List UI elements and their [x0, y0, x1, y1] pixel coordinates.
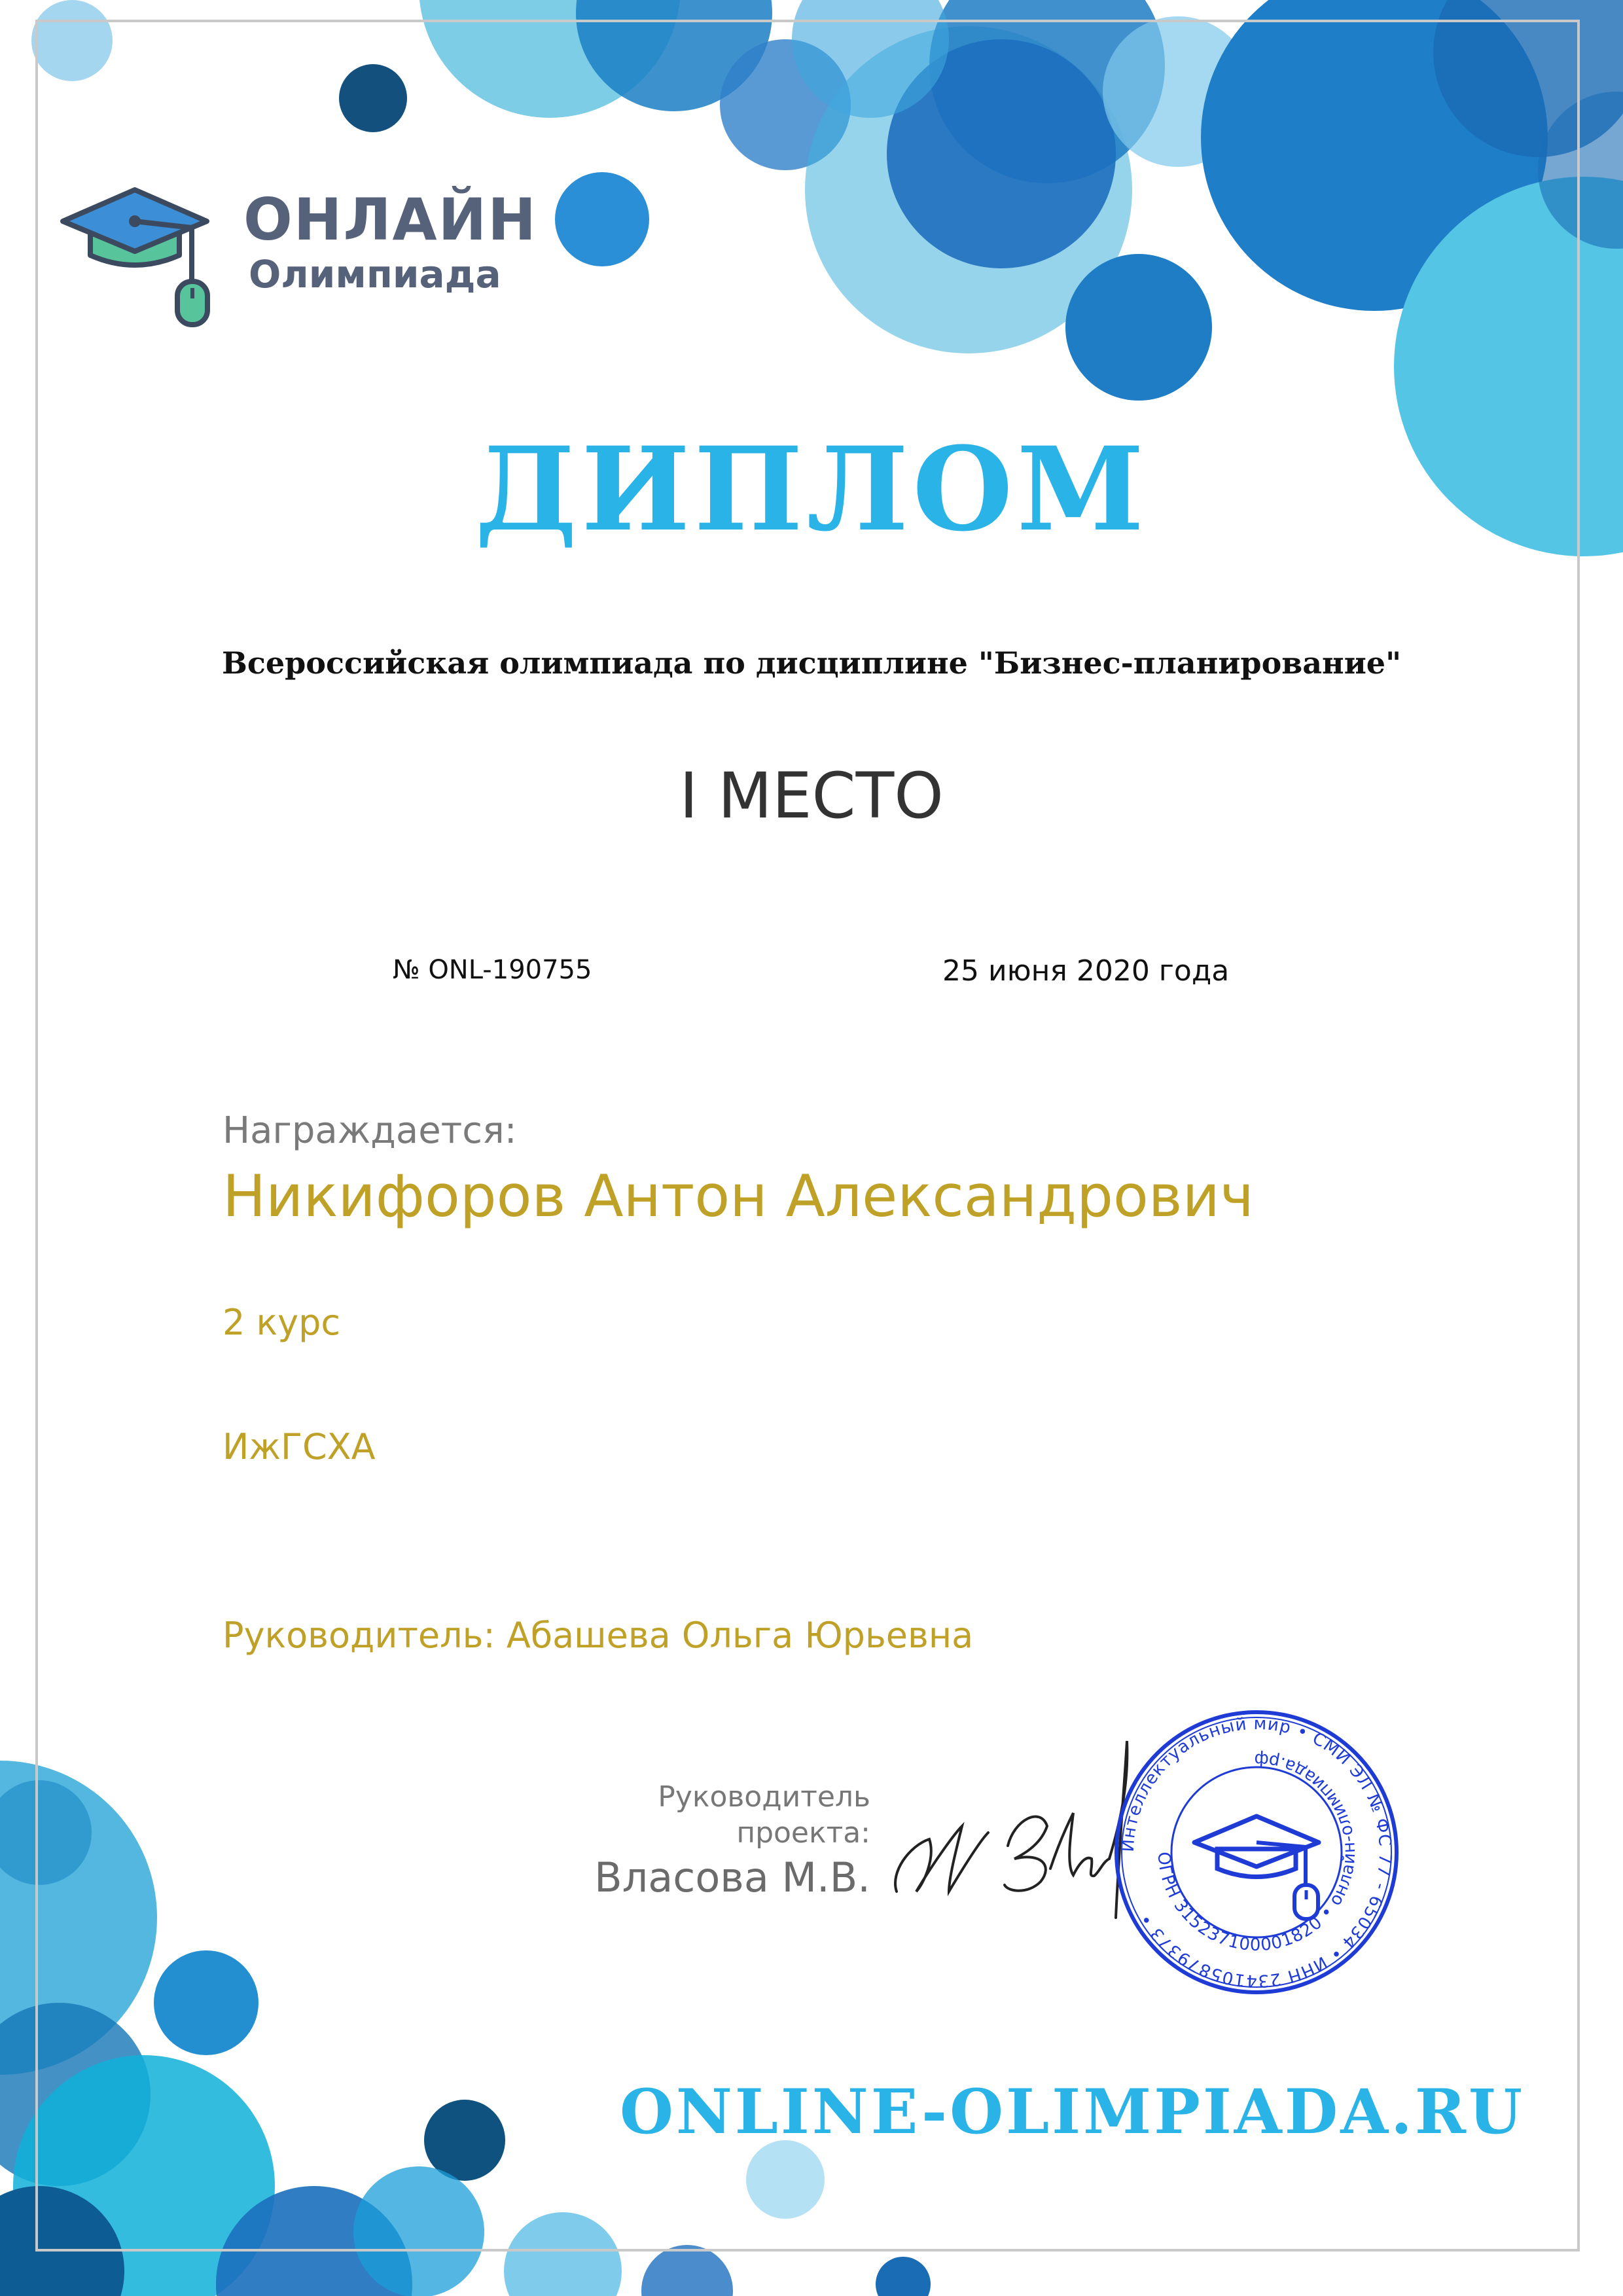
website-url: ONLINE-OLIMPIADA.RU: [619, 2076, 1525, 2148]
project-manager-name: Власова М.В.: [594, 1854, 870, 1901]
seal-graduation-cap-icon: [1194, 1816, 1319, 1919]
recipient-institution: ИжГСХА: [223, 1426, 376, 1467]
project-manager-role: Руководитель проекта:: [658, 1780, 870, 1850]
diploma-heading: ДИПЛОМ: [474, 422, 1149, 557]
recipient-name: Никифоров Антон Александрович: [223, 1162, 1254, 1230]
seal-ring-text-inner: ОГРН 315237100001820 • онлайн-олимпиада.рф: [1153, 1749, 1360, 1956]
diploma-date: 25 июня 2020 года: [942, 954, 1230, 988]
recipient-course: 2 курс: [223, 1302, 341, 1343]
olympiad-title: Всероссийская олимпиада по дисциплине "Бизнес-планирование": [221, 645, 1402, 681]
awarded-label: Награждается:: [223, 1109, 517, 1152]
place-award: I МЕСТО: [679, 759, 944, 833]
seal-ring-text-outer: Интеллектуальный мир • СМИ ЭЛ № ФС 77 - 65034 • ИНН 234105879373 •: [1118, 1713, 1395, 1991]
diploma-number: № ONL-190755: [393, 955, 592, 985]
official-seal-stamp: [1106, 1702, 1407, 2003]
logo-title-line2: Олимпиада: [249, 252, 501, 296]
logo-title-line1: ОНЛАЙН: [243, 186, 537, 253]
recipient-supervisor: Руководитель: Абашева Ольга Юрьевна: [223, 1615, 974, 1656]
graduation-cap-mouse-logo-icon: [58, 183, 215, 334]
